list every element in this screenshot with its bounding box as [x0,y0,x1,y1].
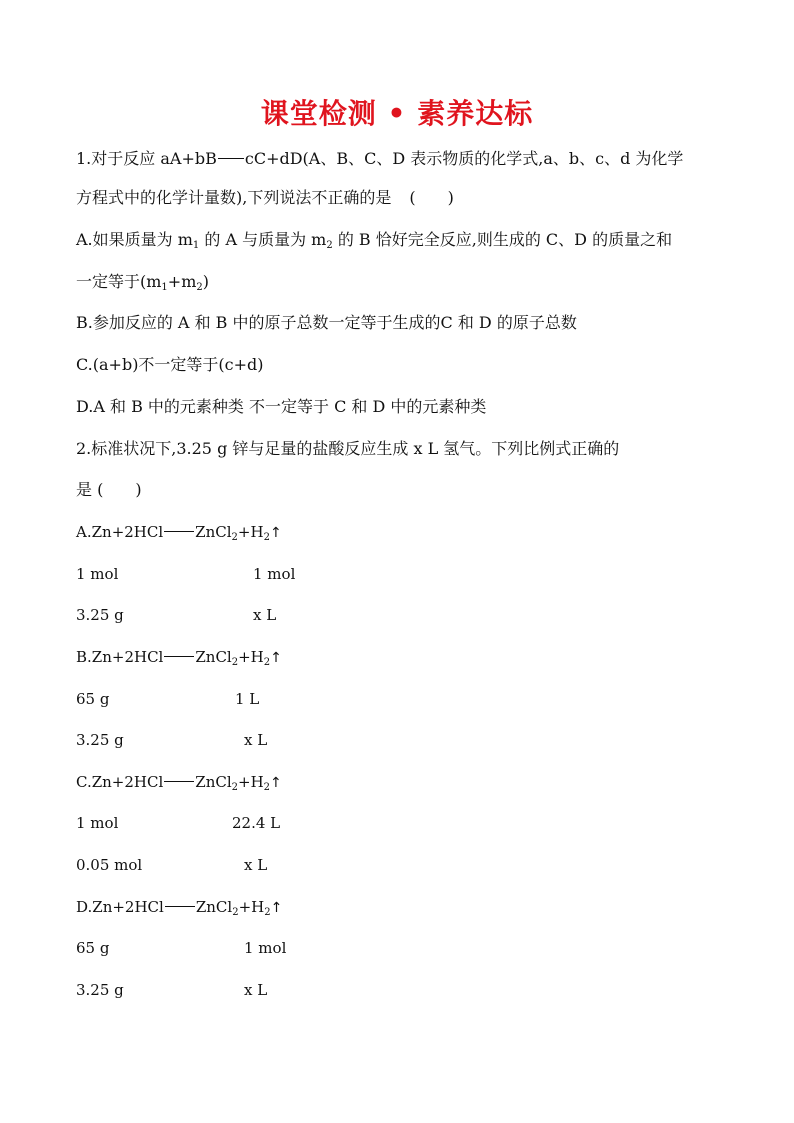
q2-d-row2-left: 3.25 g [76,981,124,999]
q2-b-row1-left: 65 g [76,690,110,708]
equation-product: ZnCl [195,648,232,666]
q2-c-row1-left: 1 mol [76,814,119,832]
subscript: 2 [196,282,203,293]
subscript: 2 [263,782,271,793]
q2-option-a-equation [76,521,282,543]
equation-product: ZnCl [195,523,232,541]
subscript: 1 [192,240,200,251]
equation-reactants: Zn+2HCl [91,648,164,666]
q2-a-row2-right: x L [253,606,277,624]
q1-a-text4: 一定等于(m [76,272,162,291]
q2-stem-line2: 是 ( ) [76,480,142,499]
option-label: B. [76,648,92,666]
q2-a-row1-left: 1 mol [76,565,119,583]
page-title: 课堂检测 • 素养达标 [260,97,534,130]
option-label: A. [76,523,92,541]
q1-option-a-line2 [76,271,209,293]
q1-a-text1: A.如果质量为 m [76,230,193,249]
q2-stem-line1: 2.标准状况下,3.25 g 锌与足量的盐酸反应生成 x L 氢气。下列比例式正确的 [76,439,620,458]
q2-option-c-equation [76,771,282,793]
reaction-equals-sign [165,906,195,907]
reaction-equals-sign [164,531,194,532]
subscript: 2 [231,532,238,543]
q1-option-b: B.参加反应的 A 和 B 中的原子总数一定等于生成的C 和 D 的原子总数 [76,313,577,332]
q1-option-d: D.A 和 B 中的元素种类 不一定等于 C 和 D 中的元素种类 [76,397,487,416]
gas-arrow-icon: ↑ [270,650,282,666]
q2-a-row1-right: 1 mol [253,565,296,583]
q2-d-row1-left: 65 g [76,939,110,957]
subscript: 2 [231,782,239,793]
reaction-equals-sign [218,158,244,159]
subscript: 2 [231,657,239,668]
gas-arrow-icon: ↑ [269,525,282,541]
q1-option-c: C.(a+b)不一定等于(c+d) [76,355,264,374]
equation-product: ZnCl [195,773,232,791]
option-label: D. [76,898,93,916]
equation-product: +H [238,773,264,791]
equation-product: ZnCl [195,898,233,916]
option-label: C. [76,773,92,791]
q2-c-row1-right: 22.4 L [232,814,281,832]
equation-reactants: Zn+2HCl [91,523,164,541]
q2-option-b-equation [76,646,282,668]
reaction-equals-sign [164,781,194,782]
subscript: 2 [263,532,270,543]
q2-a-row2-left: 3.25 g [76,606,124,624]
q1-stem-line2 [76,187,454,209]
subscript: 2 [232,907,239,918]
q1-a-text6: ) [202,272,209,291]
subscript: 2 [326,240,333,251]
q1-stem-text: 方程式中的化学计量数),下列说法不正确的是 [76,188,392,207]
equation-product: +H [238,648,264,666]
q2-option-d-equation [76,896,282,918]
q1-stem-part-b: cC+dD(A、B、C、D 表示物质的化学式,a、b、c、d 为化学 [244,149,684,168]
q1-option-a-line1 [76,229,672,251]
q1-a-text2: 的 A 与质量为 m [199,230,327,249]
q2-d-row1-right: 1 mol [244,939,287,957]
subscript: 2 [263,657,271,668]
q2-b-row1-right: 1 L [235,690,260,708]
equation-product: +H [237,523,264,541]
q1-a-text5: +m [167,272,197,291]
subscript: 2 [264,907,271,918]
q1-answer-bracket: ( ) [409,188,454,207]
q1-stem-part-a: 1.对于反应 aA+bB [76,149,217,168]
gas-arrow-icon: ↑ [270,900,283,916]
q2-c-row2-right: x L [244,856,268,874]
equation-reactants: Zn+2HCl [92,898,164,916]
gas-arrow-icon: ↑ [270,775,282,791]
q2-b-row2-right: x L [244,731,268,749]
q2-b-row2-left: 3.25 g [76,731,124,749]
q2-d-row2-right: x L [244,981,268,999]
equation-reactants: Zn+2HCl [91,773,164,791]
q1-stem-line1 [76,148,683,170]
q1-a-text3: 的 B 恰好完全反应,则生成的 C、D 的质量之和 [332,230,673,249]
reaction-equals-sign [164,656,194,657]
subscript: 1 [161,282,168,293]
q2-c-row2-left: 0.05 mol [76,856,143,874]
equation-product: +H [238,898,265,916]
